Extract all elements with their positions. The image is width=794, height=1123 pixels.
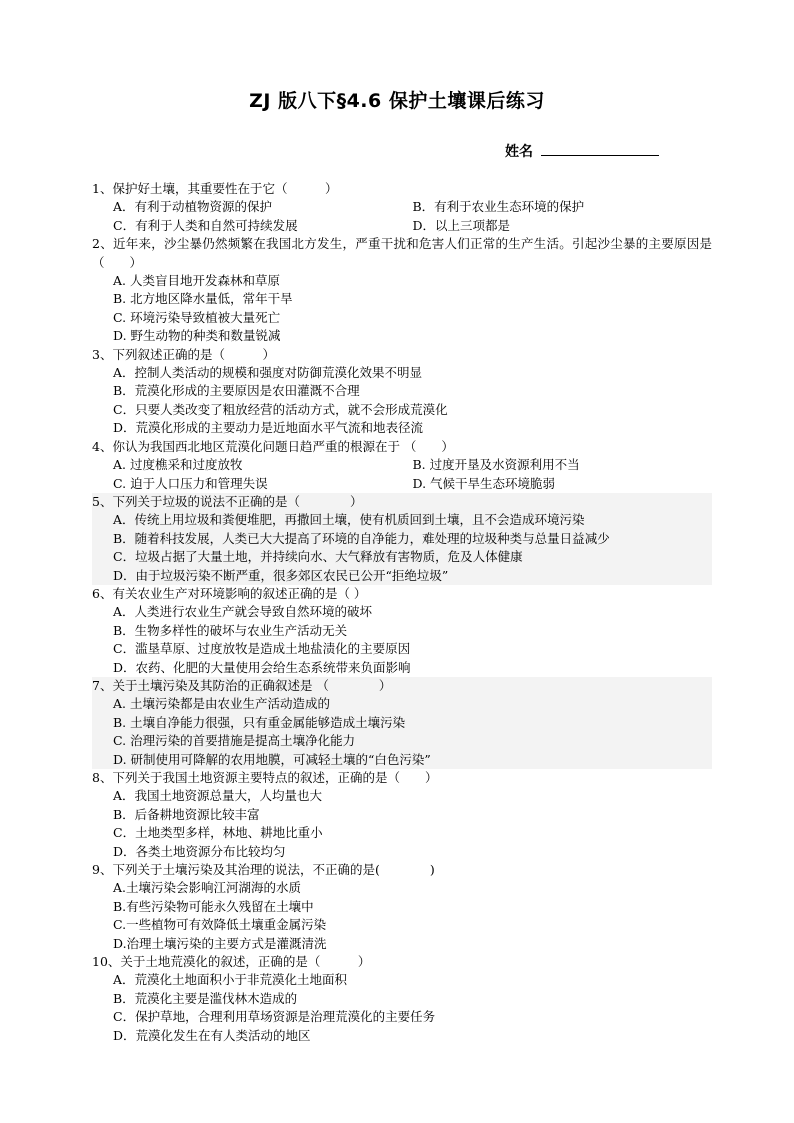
option-d: D．以上三项都是	[412, 217, 511, 233]
page-title: ZJ 版八下§4.6 保护土壤课后练习	[249, 90, 545, 112]
question-options	[92, 364, 712, 438]
question-4	[92, 438, 712, 493]
question-1	[92, 180, 712, 235]
name-label: 姓名	[505, 144, 533, 160]
question-stem: 5、下列关于垃圾的说法不正确的是（ ）	[92, 493, 363, 509]
option-a: A．有利于动植物资源的保护	[113, 199, 273, 215]
question-6	[92, 585, 712, 677]
option-b: B. 过度开垦及水资源利用不当	[412, 457, 580, 473]
option-d: D.治理土壤污染的主要方式是灌溉清洗	[113, 935, 327, 951]
option-d: D．各类土地资源分布比较均匀	[113, 843, 286, 859]
option-d: D. 气候干旱生态环境脆弱	[412, 475, 556, 491]
option-a: A. 人类盲目地开发森林和草原	[113, 273, 280, 289]
option-d: D．荒漠化发生在有人类活动的地区	[113, 1027, 311, 1043]
option-b: B．荒漠化形成的主要原因是农田灌溉不合理	[113, 383, 360, 399]
option-b: B. 土壤自净能力很强，只有重金属能够造成土壤污染	[113, 714, 406, 730]
question-stem: 6、有关农业生产对环境影响的叙述正确的是（ ）	[92, 585, 367, 601]
option-c: C．土地类型多样，林地、耕地比重小	[113, 825, 323, 841]
option-c: C．保护草地，合理利用草场资源是治理荒漠化的主要任务	[113, 1009, 436, 1025]
question-options	[92, 272, 712, 346]
question-stem: 4、你认为我国西北地区荒漠化问题日趋严重的根源在于 （ ）	[92, 438, 454, 454]
question-options	[92, 198, 712, 235]
option-c: C．只要人类改变了粗放经营的活动方式，就不会形成荒漠化	[113, 401, 448, 417]
name-blank-line	[541, 140, 659, 156]
question-stem: 2、近年来，沙尘暴仍然频繁在我国北方发生，严重干扰和危害人们正常的生产生活。引起沙尘暴的主要原因是（ ）	[92, 236, 712, 270]
option-b: B. 北方地区降水量低，常年干旱	[113, 291, 293, 307]
question-9	[92, 861, 712, 953]
student-name-field	[505, 140, 659, 161]
question-stem: 3、下列叙述正确的是（ ）	[92, 346, 275, 362]
option-c: C. 环境污染导致植被大量死亡	[113, 309, 281, 325]
question-stem: 8、下列关于我国土地资源主要特点的叙述，正确的是（ ）	[92, 770, 438, 785]
option-b: B．荒漠化主要是滥伐林木造成的	[113, 990, 298, 1006]
option-c: C.一些植物可有效降低土壤重金属污染	[113, 917, 327, 933]
option-a: A．荒漠化土地面积小于非荒漠化土地面积	[113, 972, 348, 988]
option-d: D. 研制使用可降解的农用地膜，可减轻土壤的“白色污染”	[113, 751, 431, 767]
option-a: A．我国土地资源总量大，人均量也大	[113, 788, 323, 804]
question-options	[92, 456, 712, 493]
question-stem: 10、关于土地荒漠化的叙述，正确的是（ ）	[92, 954, 371, 970]
option-d: D．由于垃圾污染不断严重，很多郊区农民已公开“拒绝垃圾”	[113, 567, 449, 583]
question-options	[92, 695, 712, 769]
question-stem: 7、关于土壤污染及其防治的正确叙述是 （ ）	[92, 677, 392, 693]
option-a: A.土壤污染会影响江河湖海的水质	[113, 880, 302, 896]
option-d: D. 野生动物的种类和数量锐减	[113, 328, 281, 344]
question-stem: 1、保护好土壤，其重要性在于它（ ）	[92, 181, 338, 196]
question-stem: 9、下列关于土壤污染及其治理的说法，不正确的是( )	[92, 862, 435, 878]
option-a: A．人类进行农业生产就会导致自然环境的破坏	[113, 604, 373, 620]
option-b: B．后备耕地资源比较丰富	[113, 806, 260, 822]
option-b: B．有利于农业生态环境的保护	[412, 199, 585, 215]
option-a: A. 土壤污染都是由农业生产活动造成的	[113, 696, 330, 712]
option-b: B.有些污染物可能永久残留在土壤中	[113, 898, 314, 914]
question-options	[92, 787, 712, 861]
option-a: A．传统上用垃圾和粪便堆肥，再撒回土壤，使有机质回到土壤，且不会造成环境污染	[113, 512, 585, 528]
question-10	[92, 953, 712, 1045]
option-d: D．荒漠化形成的主要动力是近地面水平气流和地表径流	[113, 420, 424, 436]
question-list	[92, 180, 712, 1045]
option-c: C．垃圾占据了大量土地，并持续向水、大气释放有害物质，危及人体健康	[113, 549, 523, 565]
question-2	[92, 235, 712, 345]
question-options	[92, 879, 712, 953]
option-d: D．农药、化肥的大量使用会给生态系统带来负面影响	[113, 659, 411, 675]
question-5	[92, 493, 712, 585]
question-options	[92, 511, 712, 585]
option-c: C. 迫于人口压力和管理失误	[113, 475, 268, 491]
question-options	[92, 603, 712, 677]
option-c: C．滥垦草原、过度放牧是造成土地盐渍化的主要原因	[113, 641, 411, 657]
question-options	[92, 971, 712, 1045]
question-8	[92, 769, 712, 861]
option-b: B．生物多样性的破坏与农业生产活动无关	[113, 622, 348, 638]
option-a: A．控制人类活动的规模和强度对防御荒漠化效果不明显	[113, 365, 423, 381]
question-7	[92, 677, 712, 769]
option-b: B．随着科技发展，人类已大大提高了环境的自净能力，难处理的垃圾种类与总量日益减少	[113, 530, 610, 546]
question-3	[92, 346, 712, 438]
option-a: A. 过度樵采和过度放牧	[113, 457, 243, 473]
option-c: C. 治理污染的首要措施是提高土壤净化能力	[113, 733, 356, 749]
option-c: C．有利于人类和自然可持续发展	[113, 217, 298, 233]
